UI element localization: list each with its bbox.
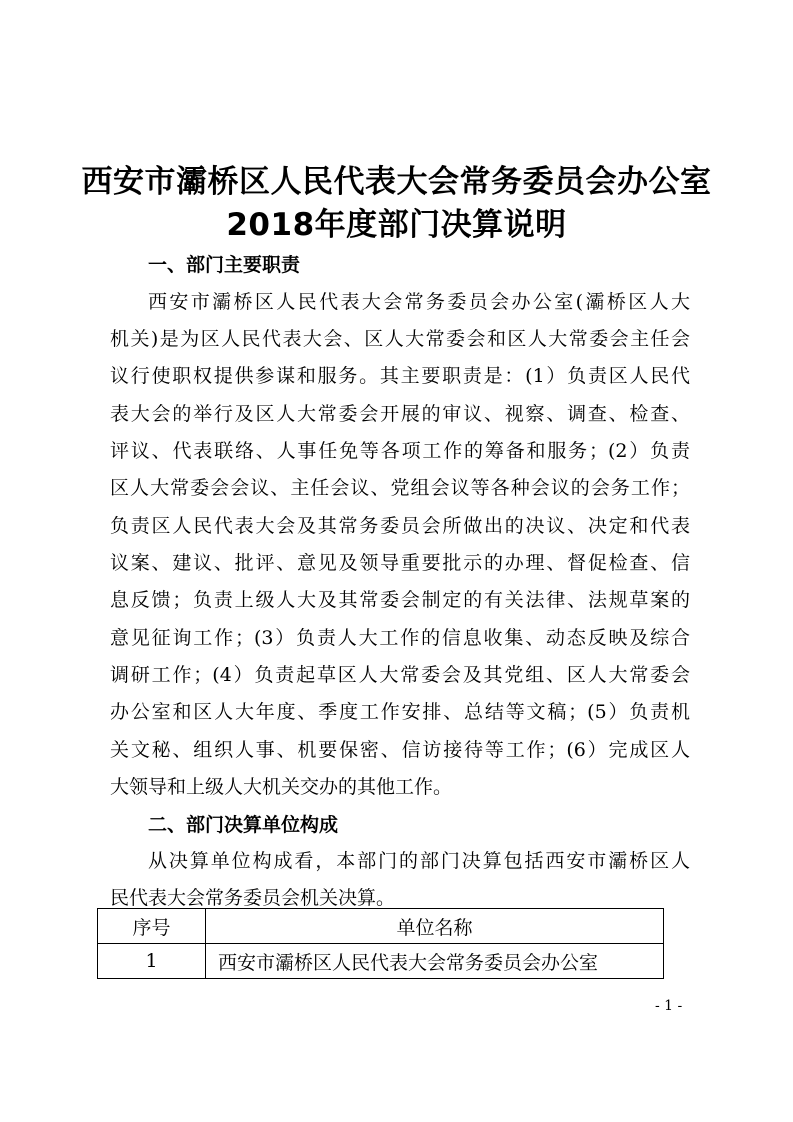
paragraph-line: 负责区人民代表大会及其常务委员会所做出的决议、决定和代表 [110,515,690,537]
paragraph-line: 意见征询工作；(3）负责人大工作的信息收集、动态反映及综合 [110,627,690,649]
table-cell: 1 [98,944,206,979]
paragraph-line: 议案、建议、批评、意见及领导重要批示的办理、督促检查、信 [110,552,690,574]
table-cell: 西安市灞桥区人民代表大会常务委员会办公室 [206,944,664,979]
section-2-heading: 二、部门决算单位构成 [148,814,339,836]
paragraph-line: 调研工作；(4）负责起草区人大常委会及其党组、区人大常委会 [110,664,690,686]
paragraph-line: 区人大常委会会议、主任会议、党组会议等各种会议的会务工作； [110,477,690,499]
document-title-line-2: 2018年度部门决算说明 [226,207,567,243]
paragraph-line: 关文秘、组织人事、机要保密、信访接待等工作；(6）完成区人 [110,739,690,761]
unit-table [97,908,664,979]
paragraph-line: 办公室和区人大年度、季度工作安排、总结等文稿；(5）负责机 [110,701,690,723]
paragraph-line: 民代表大会常务委员会机关决算。 [110,887,396,909]
paragraph-line: 西安市灞桥区人民代表大会常务委员会办公室(灞桥区人大 [148,291,690,313]
section-1-heading: 一、部门主要职责 [148,254,301,276]
paragraph-line: 机关)是为区人民代表大会、区人大常委会和区人大常委会主任会 [110,328,690,350]
paragraph-line: 议行使职权提供参谋和服务。其主要职责是：(1）负责区人民代 [110,365,690,387]
page-number: - 1 - [655,998,683,1014]
paragraph-line: 息反馈；负责上级人大及其常委会制定的有关法律、法规草案的 [110,589,690,611]
document-title-line-1: 西安市灞桥区人民代表大会常务委员会办公室 [81,164,712,200]
table-header-cell: 单位名称 [206,909,664,944]
paragraph-line: 评议、代表联络、人事任免等各项工作的筹备和服务；(2）负责 [110,440,690,462]
table-header-row [98,909,664,944]
table-header-cell: 序号 [98,909,206,944]
table-row [98,944,664,979]
paragraph-line: 表大会的举行及区人大常委会开展的审议、视察、调查、检查、 [110,403,690,425]
paragraph-line: 大领导和上级人大机关交办的其他工作。 [110,776,453,798]
paragraph-line: 从决算单位构成看，本部门的部门决算包括西安市灞桥区人 [148,850,690,872]
